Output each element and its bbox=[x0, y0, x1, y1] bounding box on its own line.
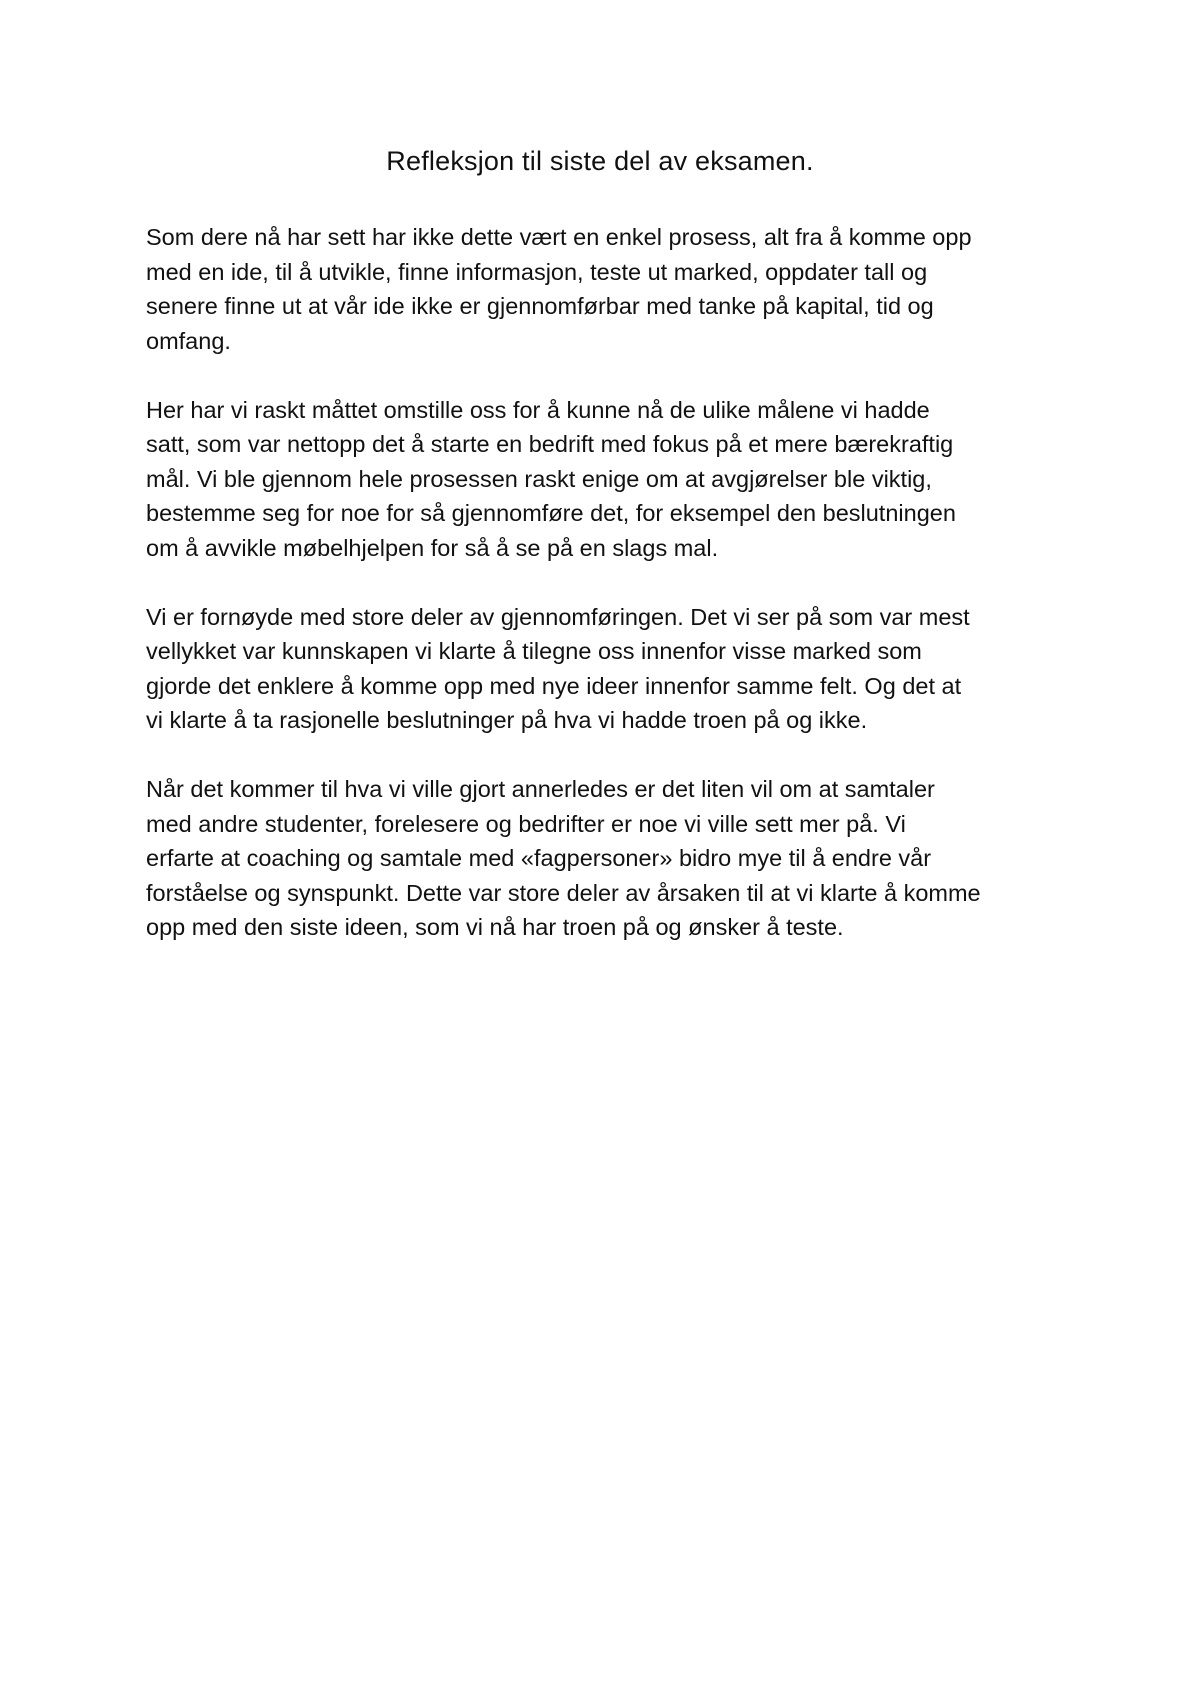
text-line: med andre studenter, forelesere og bedrifter er noe vi ville sett mer på. Vi bbox=[146, 810, 906, 837]
text-line: gjorde det enklere å komme opp med nye ideer innenfor samme felt. Og det at bbox=[146, 672, 962, 699]
text-line: Som dere nå har sett har ikke dette vært en enkel prosess, alt fra å komme opp bbox=[146, 224, 972, 250]
paragraph-4 bbox=[146, 772, 1066, 945]
text-line: satt, som var nettopp det å starte en bedrift med fokus på et mere bærekraftig bbox=[146, 431, 954, 457]
paragraph-1 bbox=[146, 220, 1066, 358]
text-line: opp med den siste ideen, som vi nå har troen på og ønsker å teste. bbox=[146, 914, 844, 940]
text-line: vellykket var kunnskapen vi klarte å tilegne oss innenfor visse marked som bbox=[146, 638, 922, 664]
text-line: erfarte at coaching og samtale med «fagpersoner» bidro mye til å endre vår bbox=[146, 845, 932, 871]
text-line: bestemme seg for noe for så gjennomføre det, for eksempel den beslutningen bbox=[146, 500, 956, 526]
document-title: Refleksjon til siste del av eksamen. bbox=[386, 146, 814, 176]
document-body bbox=[146, 220, 1066, 979]
text-line: mål. Vi ble gjennom hele prosessen raskt enige om at avgjørelser ble viktig, bbox=[146, 465, 932, 492]
paragraph-3 bbox=[146, 600, 1066, 738]
paragraph-2 bbox=[146, 393, 1066, 566]
text-line: Vi er fornøyde med store deler av gjennomføringen. Det vi ser på som var mest bbox=[146, 603, 970, 630]
text-line: Når det kommer til hva vi ville gjort annerledes er det liten vil om at samtaler bbox=[146, 776, 935, 802]
text-line: med en ide, til å utvikle, finne informasjon, teste ut marked, oppdater tall og bbox=[146, 258, 928, 285]
text-line: omfang. bbox=[146, 327, 231, 354]
text-line: vi klarte å ta rasjonelle beslutninger på hva vi hadde troen på og ikke. bbox=[146, 707, 868, 733]
text-line: forståelse og synspunkt. Dette var store deler av årsaken til at vi klarte å komme bbox=[146, 879, 981, 906]
text-line: om å avvikle møbelhjelpen for så å se på en slags mal. bbox=[146, 534, 719, 561]
text-line: Her har vi raskt måttet omstille oss for å kunne nå de ulike målene vi hadde bbox=[146, 396, 930, 423]
text-line: senere finne ut at vår ide ikke er gjennomførbar med tanke på kapital, tid og bbox=[146, 293, 934, 319]
